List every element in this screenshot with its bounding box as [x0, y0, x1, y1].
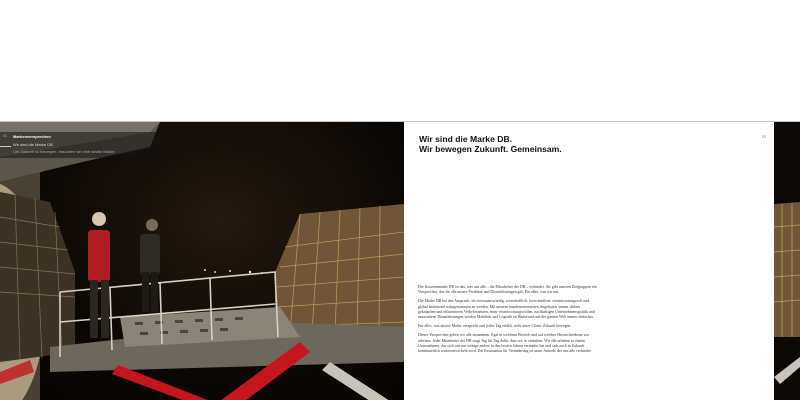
- brochure-spread: [0, 121, 800, 400]
- overlay-item: Wir sind die Marke DB: [13, 142, 53, 147]
- overlay-divider: [0, 146, 11, 147]
- body-text-column: [418, 285, 597, 358]
- cargo-scene-illustration: [0, 122, 404, 400]
- cargo-loading-photo: [0, 122, 404, 400]
- headline-line-1: Wir sind die Marke DB.: [419, 134, 513, 144]
- next-page-photo-strip: [774, 122, 800, 400]
- page-headline: [419, 134, 562, 154]
- body-paragraph: Die Marke DB hat den Anspruch, als vertrauenswürdig, wirtschaftlich, fortschrittlich, verantwortungsvoll und global bedeutend wahrgenommen zu werden. Mit unseren kundenorientierten Angeboten, immer dichter geknüpften und effizienteren Verkehrsnetzen, einer verantwortungsvollen, nachhaltigen Unternehmenspolitik und innovativen Dienstleistungen werden Mobilität und Logistik zu Hause und auf der ganzen Welt immer einfacher.: [418, 299, 595, 320]
- body-paragraph: Dieses Versprechen geben wir alle zusammen. Egal in welchem Bereich und auf welcher Hierarchieebene wir arbeiten. Jeder Mitarbeiter der DB sorgt Tag für Tag dafür, dass wir es einhalten. Wir alle arbeiten in einem Unternehmen, das sich wie nur wenige andere in den letzten Jahren verändert hat und sich auch in Zukunft kontinuierlich weiterentwickeln wird. Die Faszination für Veränderung ist unser Antrieb, der uns alle verbindet.: [418, 333, 592, 354]
- body-paragraph: Die Konzernmarke DB ist das, was uns alle – die Mitarbeiter der DB – verbindet. Sie gibt unseren Zielgruppen ein Versprechen, das für alle unsere Produkte und Dienstleistungen gilt. Für alles, was wir tun.: [418, 285, 597, 295]
- body-paragraph: Für alles, was unsere Marke verspricht und jeden Tag erfüllt, steht unser Claim: Zukunft bewegen.: [418, 324, 572, 329]
- overlay-page-number: 01: [3, 134, 7, 138]
- page-number: 03: [762, 135, 766, 139]
- cargo-net-illustration: [774, 122, 800, 400]
- overlay-section-title: Markenversprechen: [13, 134, 51, 139]
- overlay-item: Um Zukunft zu bewegen, brauchen wir eine starke Marke.: [13, 149, 116, 154]
- text-page: [404, 122, 774, 400]
- headline-line-2: Wir bewegen Zukunft. Gemeinsam.: [419, 144, 562, 154]
